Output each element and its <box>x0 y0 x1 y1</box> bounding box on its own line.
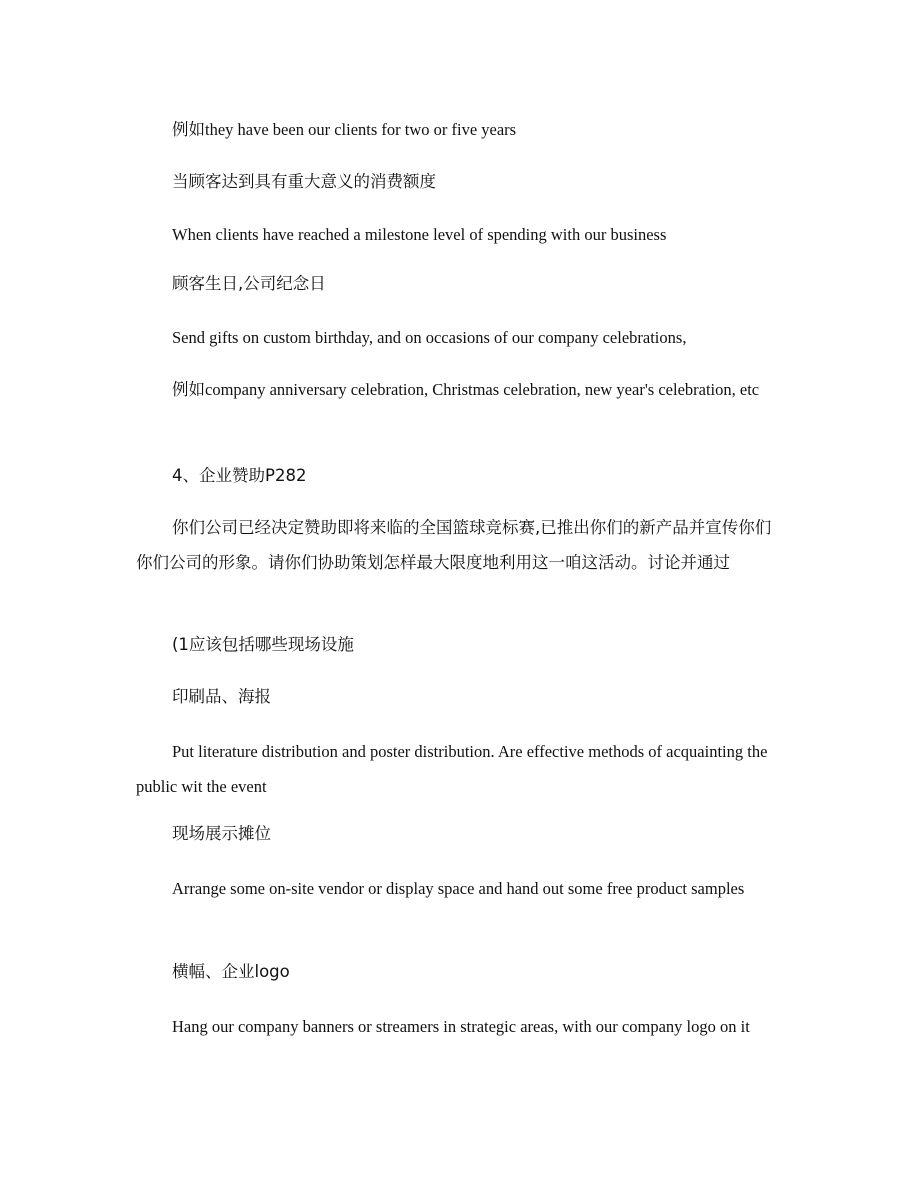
paragraph-onsite-vendor: Arrange some on-site vendor or display space and hand out some free product samples <box>172 879 745 898</box>
paragraph-sponsorship-task: 你们公司已经决定赞助即将来临的全国篮球竞标赛,已推出你们的新产品并宣传你们你们公司的形象。请你们协助策划怎样最大限度地利用这一咱这活动。讨论并通过 <box>136 518 772 572</box>
paragraph-heading-birthday-anniversary: 顾客生日,公司纪念日 <box>172 274 326 293</box>
question-onsite-facilities: (1应该包括哪些现场设施 <box>172 635 354 654</box>
paragraph-heading-milestone-spending: 当顾客达到具有重大意义的消费额度 <box>172 172 436 191</box>
paragraph-example-clients: 例如they have been our clients for two or five years <box>172 120 517 139</box>
paragraph-example-celebrations: 例如company anniversary celebration, Christmas celebration, new year's celebration, etc <box>172 380 760 399</box>
paragraph-literature-distribution: Put literature distribution and poster distribution. Are effective methods of acquainting the public wit the event <box>136 742 768 796</box>
paragraph-heading-banners-logo: 横幅、企业logo <box>172 962 290 981</box>
paragraph-send-gifts: Send gifts on custom birthday, and on occasions of our company celebrations, <box>172 328 687 347</box>
section-heading-sponsorship: 4、企业赞助P282 <box>172 466 307 485</box>
paragraph-milestone-spending: When clients have reached a milestone level of spending with our business <box>172 225 667 244</box>
paragraph-heading-display-booth: 现场展示摊位 <box>172 824 271 843</box>
paragraph-hang-banners: Hang our company banners or streamers in strategic areas, with our company logo on it <box>172 1017 750 1036</box>
paragraph-heading-printed-materials: 印刷品、海报 <box>172 687 271 706</box>
